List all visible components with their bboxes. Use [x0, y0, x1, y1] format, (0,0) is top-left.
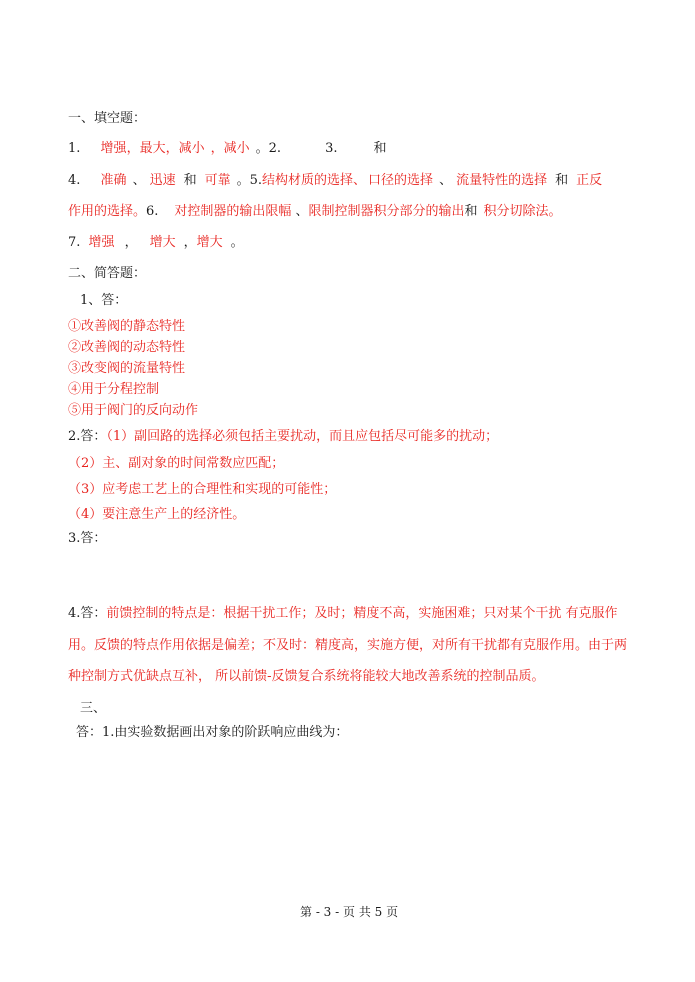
- fill-q1-line: [68, 140, 386, 158]
- answer4-first-line: [68, 605, 618, 623]
- fill-q4-continued-line: [68, 203, 562, 221]
- q1-sep-1: ，: [126, 141, 140, 156]
- q3-and: 和: [373, 141, 387, 156]
- q4-and-1: 和: [183, 173, 197, 188]
- q5-answer-4: 正反: [576, 173, 603, 188]
- answer3-label: 3.答：: [68, 531, 107, 546]
- q4-answer-3: 可靠: [204, 173, 231, 188]
- answer2-label: 2.答：: [68, 429, 107, 444]
- q1-answer-1: 增强: [100, 141, 127, 156]
- answer2-item: （1）副回路的选择必须包括主要扰动，而且应包括尽可能多的扰动；: [106, 429, 499, 444]
- q6-answer-2: 限制控制器积分部分的输出: [308, 204, 465, 219]
- q6-answer-1: 对控制器的输出限幅: [174, 204, 292, 219]
- section3-answer: 答：1.由实验数据画出对象的阶跃响应曲线为：: [76, 725, 349, 740]
- q1-answer-3: 减小: [178, 141, 205, 156]
- answer1-item: ③改变阀的流量特性: [68, 361, 186, 376]
- q1-answer-2: 最大: [139, 141, 166, 156]
- q7-answer-3: 增大: [196, 235, 223, 250]
- q4-answer-2: 迅速: [149, 173, 176, 188]
- answer4-label: 4.答：: [68, 606, 107, 621]
- answer2-first-line: [68, 428, 498, 446]
- q5-answer-2: 口径的选择: [368, 173, 434, 188]
- q6-sep: 、: [295, 204, 309, 219]
- q7-number: 7.: [68, 235, 81, 250]
- q5-answer-3: 流量特性的选择: [456, 173, 548, 188]
- q4-number: 4.: [68, 173, 81, 188]
- answer1-item: ①改善阀的静态特性: [68, 319, 186, 334]
- q7-answer-2: 增大: [149, 235, 176, 250]
- q1-number: 1.: [68, 141, 81, 156]
- q5-answer-1: 结构材质的选择、: [262, 173, 367, 188]
- answer2-item: （3）应考虑工艺上的合理性和实现的可能性；: [68, 482, 337, 497]
- section3-heading: 三、: [80, 701, 107, 716]
- q7-sep-2: ，: [183, 235, 197, 250]
- q7-answer-1: 增强: [88, 235, 115, 250]
- q1-answer-4: 减小: [223, 141, 250, 156]
- page-footer: 第 - 3 - 页 共 5 页: [300, 905, 399, 919]
- q4-sep-1: 、: [132, 173, 146, 188]
- answer2-item: （2）主、副对象的时间常数应匹配；: [68, 456, 285, 471]
- answer1-item: ⑤用于阀门的反向动作: [68, 403, 199, 418]
- q7-period: 。: [230, 235, 244, 250]
- q1-sep-2: ，: [165, 141, 179, 156]
- q6-and: 和: [464, 204, 478, 219]
- q7-sep-1: ，: [124, 235, 138, 250]
- fill-q7-line: [68, 234, 244, 252]
- q2-number: 。2.: [255, 141, 282, 156]
- section2-heading: 二、简答题：: [68, 266, 147, 281]
- answer2-item: （4）要注意生产上的经济性。: [68, 507, 246, 522]
- q3-number: 3.: [325, 141, 338, 156]
- q6-answer-3: 积分切除法。: [483, 204, 562, 219]
- q5-sep: 、: [439, 173, 453, 188]
- answer4-text-line: 前馈控制的特点是：根据干扰工作；及时；精度不高，实施困难；只对某个干扰 有克服作: [106, 606, 618, 621]
- answer4-text-line: 用。反馈的特点作用依据是偏差；不及时：精度高，实施方便，对所有干扰都有克服作用。由于两: [68, 638, 628, 653]
- answer4-text-line: 种控制方式优缺点互补， 所以前馈-反馈复合系统将能较大地改善系统的控制品质。: [68, 669, 545, 684]
- answer1-label: 1、答：: [80, 293, 128, 308]
- section1-heading: 一、填空题：: [68, 111, 147, 126]
- q5-and: 和: [555, 173, 569, 188]
- q5-number: 。5.: [236, 173, 263, 188]
- answer1-item: ②改善阀的动态特性: [68, 340, 186, 355]
- q5-answer-4-cont: 作用的选择。: [68, 204, 147, 219]
- answer1-item: ④用于分程控制: [68, 382, 160, 397]
- q4-answer-1: 准确: [100, 173, 127, 188]
- q6-number: 6.: [146, 204, 159, 219]
- q1-sep-3: ，: [210, 141, 224, 156]
- fill-q4-line: [68, 172, 602, 190]
